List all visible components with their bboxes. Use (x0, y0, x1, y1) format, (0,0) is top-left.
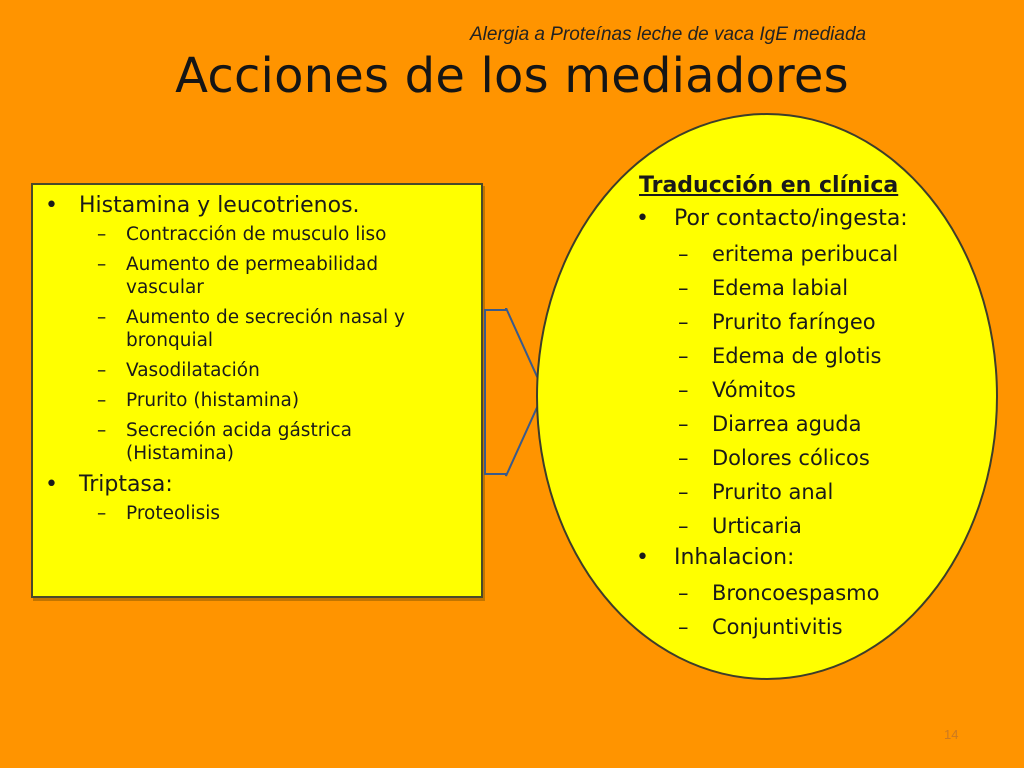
dash-icon: – (678, 446, 689, 470)
item-text: Prurito (histamina) (126, 390, 300, 411)
item-text: Edema de glotis (712, 344, 882, 368)
dash-icon: – (678, 412, 689, 436)
dash-icon: – (678, 276, 689, 300)
list-item (33, 253, 473, 299)
item-text: Dolores cólicos (712, 446, 870, 470)
item-text: Vómitos (712, 378, 796, 402)
bullet-icon: • (45, 193, 58, 218)
slide-title: Acciones de los mediadores (175, 48, 849, 104)
group-heading: Inhalacion: (674, 545, 795, 570)
list-item (33, 193, 473, 219)
bullet-icon: • (636, 545, 649, 570)
dash-icon: – (678, 344, 689, 368)
list-item (33, 359, 473, 382)
group-heading: Triptasa: (79, 472, 173, 497)
bullet-icon: • (45, 472, 58, 497)
item-text: Conjuntivitis (712, 615, 843, 639)
item-text: Urticaria (712, 514, 802, 538)
dash-icon: – (97, 307, 107, 328)
list-item (626, 610, 986, 644)
item-text: Aumento de permeabilidad vascular (126, 254, 379, 298)
list-item (626, 475, 986, 509)
group-heading: Histamina y leucotrienos. (79, 193, 360, 218)
mediators-list (33, 193, 473, 525)
item-text: Aumento de secreción nasal y bronquial (126, 307, 405, 351)
list-item (33, 389, 473, 412)
mediators-box (31, 183, 483, 598)
oval-heading: Traducción en clínica (639, 173, 899, 198)
list-item (33, 306, 473, 352)
list-item (626, 509, 986, 543)
dash-icon: – (678, 310, 689, 334)
bullet-icon: • (636, 206, 649, 231)
dash-icon: – (678, 581, 689, 605)
clinical-oval (536, 113, 998, 680)
list-item (626, 305, 986, 339)
item-text: Secreción acida gástrica (Histamina) (126, 420, 352, 464)
item-text: Proteolisis (126, 503, 220, 524)
dash-icon: – (678, 378, 689, 402)
dash-icon: – (97, 503, 107, 524)
list-item (626, 204, 986, 234)
clinical-list (626, 204, 986, 644)
dash-icon: – (97, 390, 107, 411)
list-item (626, 576, 986, 610)
item-text: eritema peribucal (712, 242, 899, 266)
item-text: Contracción de musculo liso (126, 224, 387, 245)
list-item (33, 419, 473, 465)
list-item (626, 407, 986, 441)
dash-icon: – (97, 224, 107, 245)
item-text: Edema labial (712, 276, 849, 300)
dash-icon: – (678, 514, 689, 538)
list-item (626, 271, 986, 305)
list-item (626, 339, 986, 373)
list-item (626, 373, 986, 407)
dash-icon: – (678, 480, 689, 504)
list-item (626, 237, 986, 271)
list-item (626, 543, 986, 573)
list-item (33, 472, 473, 498)
dash-icon: – (97, 254, 107, 275)
item-text: Diarrea aguda (712, 412, 862, 436)
dash-icon: – (678, 242, 689, 266)
dash-icon: – (678, 615, 689, 639)
item-text: Vasodilatación (126, 360, 260, 381)
item-text: Broncoespasmo (712, 581, 880, 605)
list-item (626, 441, 986, 475)
item-text: Prurito faríngeo (712, 310, 876, 334)
dash-icon: – (97, 420, 107, 441)
list-item (33, 502, 473, 525)
item-text: Prurito anal (712, 480, 834, 504)
page-number: 14 (944, 727, 959, 742)
group-heading: Por contacto/ingesta: (674, 206, 908, 231)
dash-icon: – (97, 360, 107, 381)
slide-subtitle: Alergia a Proteínas leche de vaca IgE mediada (470, 24, 867, 45)
list-item (33, 223, 473, 246)
